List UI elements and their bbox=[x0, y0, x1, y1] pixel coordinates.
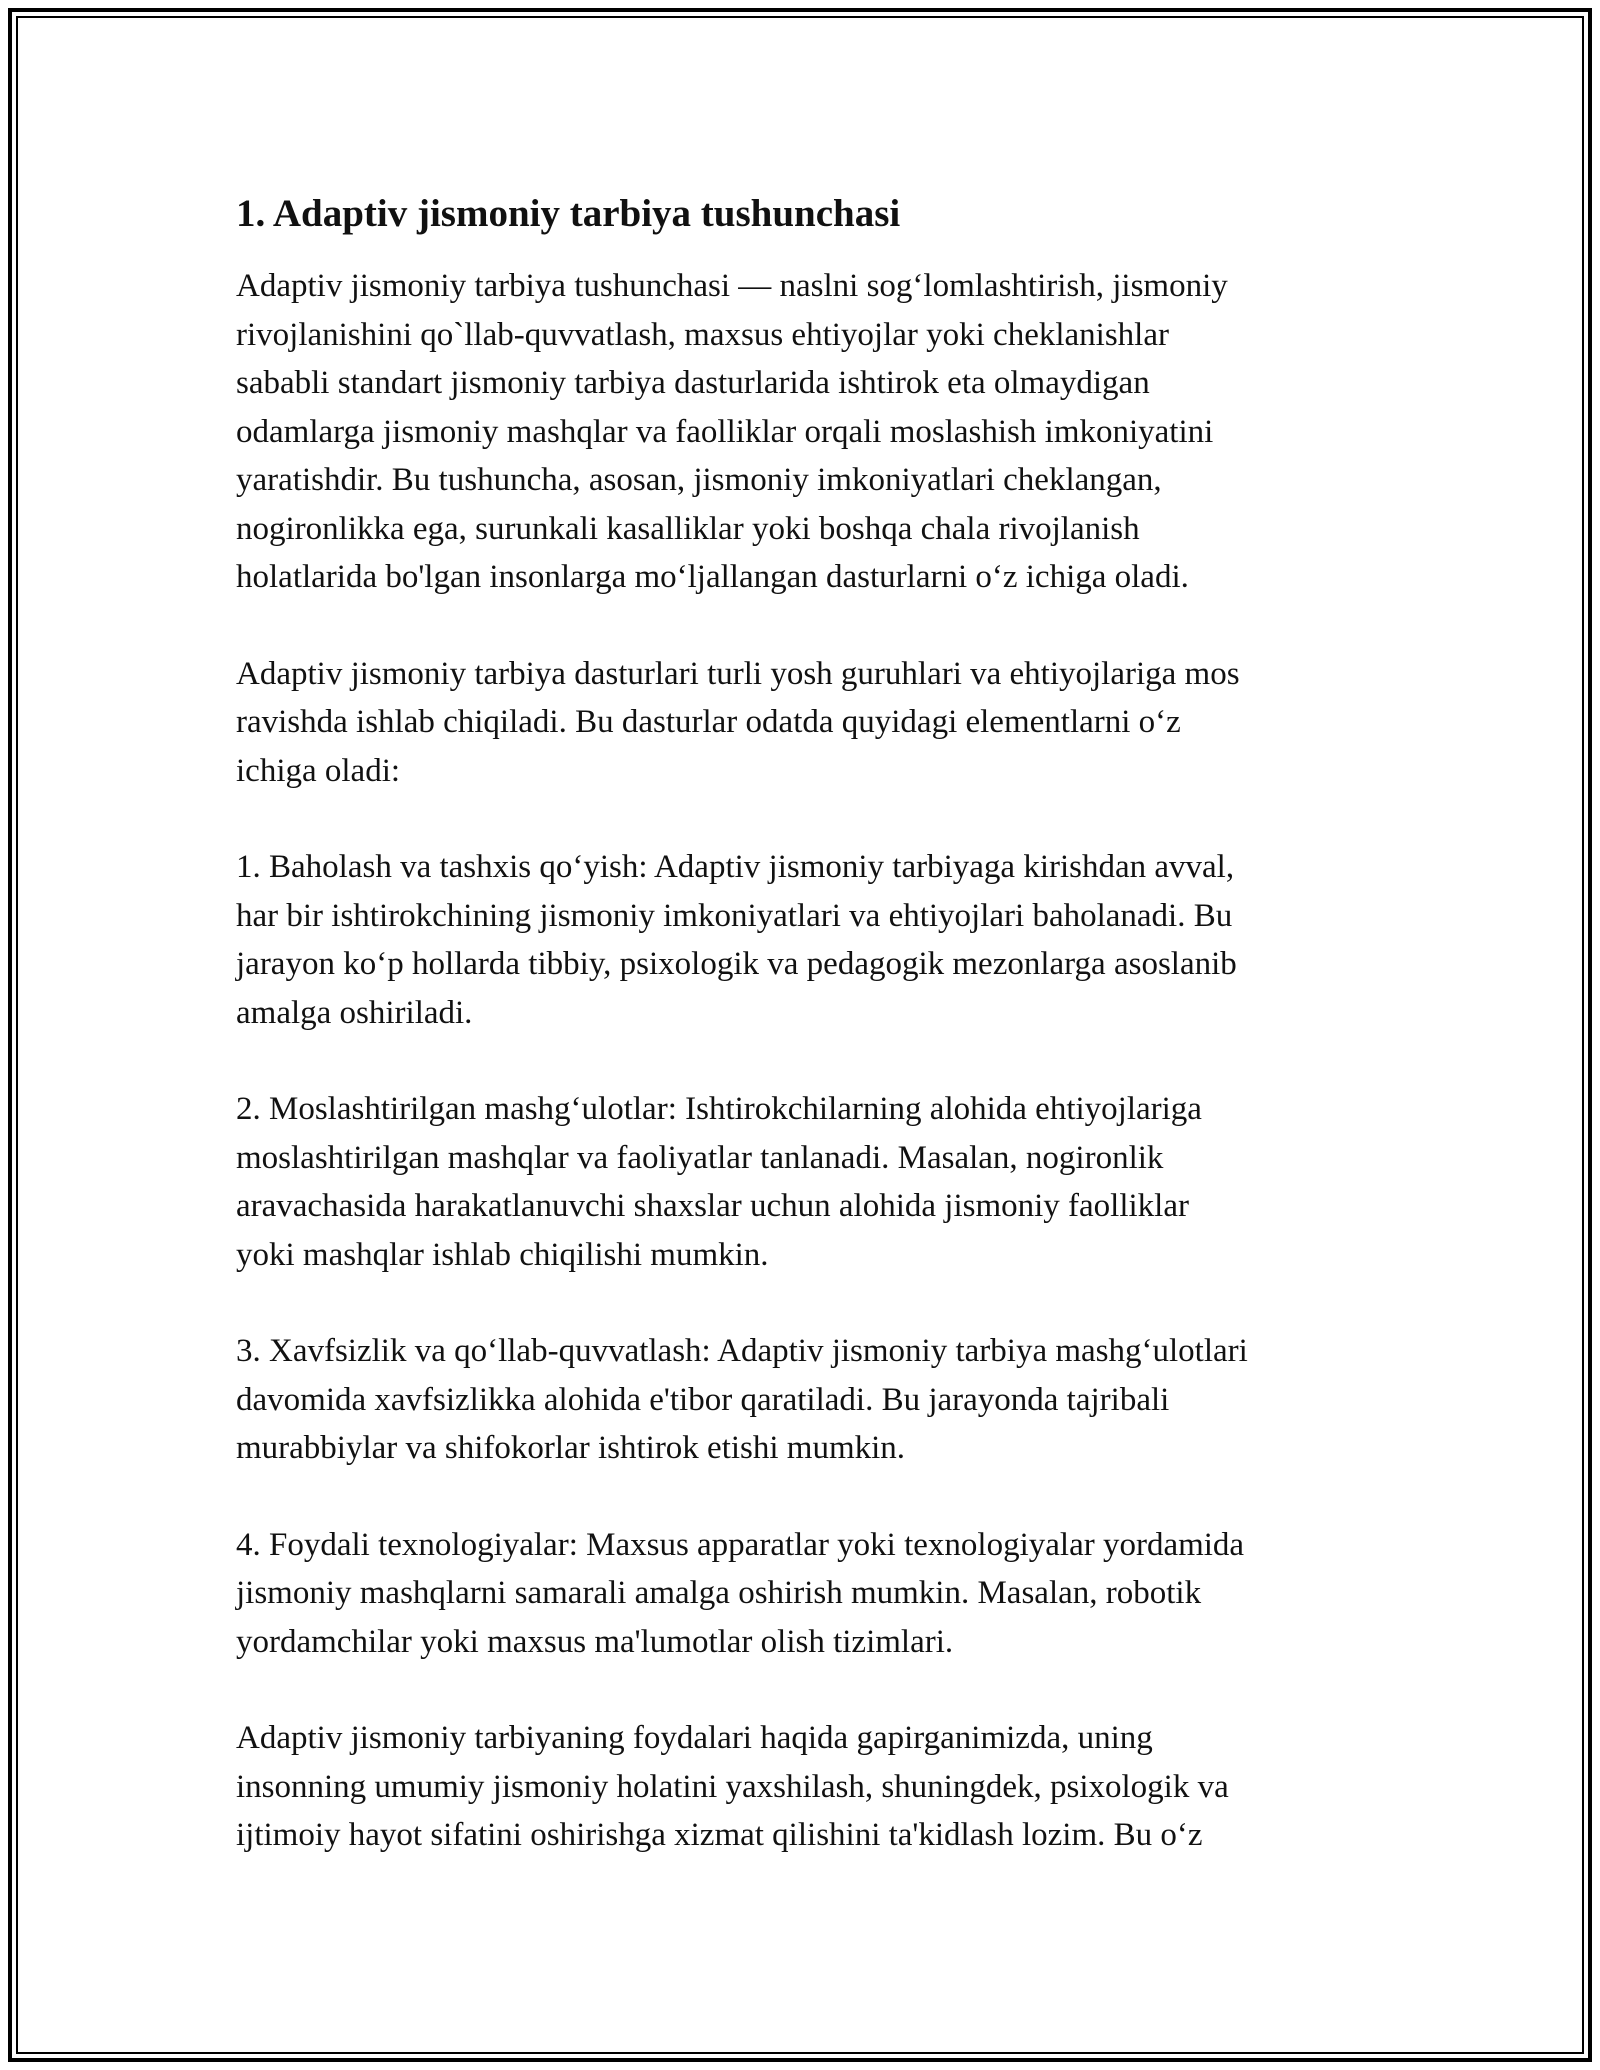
document-body bbox=[236, 187, 1371, 1860]
paragraph-benefits: Adaptiv jismoniy tarbiyaning foydalari haqida gapirganimizda, uning insonning umumiy jismoniy holatini yaxshilash, shuningdek, psixologik va ijtimoiy hayot sifatini oshirishga xizmat qilishini ta'kidlash lozim. Bu o‘z bbox=[236, 1720, 1229, 1853]
list-item-adapted-exercises: 2. Moslashtirilgan mashg‘ulotlar: Ishtirokchilarning alohida ehtiyojlariga moslashtirilgan mashqlar va faoliyatlar tanlanadi. Masalan, nogironlik aravachasida harakatlanuvchi shaxslar uchun alohida jismoniy faolliklar yoki mashqlar ishlab chiqilishi mumkin. bbox=[236, 1091, 1202, 1273]
list-item-safety: 3. Xavfsizlik va qo‘llab-quvvatlash: Adaptiv jismoniy tarbiya mashg‘ulotlari davomida xavfsizlikka alohida e'tibor qaratiladi. Bu jarayonda tajribali murabbiylar va shifokorlar ishtirok etishi mumkin. bbox=[236, 1333, 1248, 1466]
paragraph-programs: Adaptiv jismoniy tarbiya dasturlari turli yosh guruhlari va ehtiyojlariga mos ravishda ishlab chiqiladi. Bu dasturlar odatda quyidagi elementlarni o‘z ichiga oladi: bbox=[236, 655, 1240, 789]
list-item-assessment: 1. Baholash va tashxis qo‘yish: Adaptiv jismoniy tarbiyaga kirishdan avval, har bir ishtirokchining jismoniy imkoniyatlari va ehtiyojlari baholanadi. Bu jarayon ko‘p hollarda tibbiy, psixologik va pedagogik mezonlarga asoslanib amalga oshiriladi. bbox=[236, 849, 1237, 1031]
section-heading: 1. Adaptiv jismoniy tarbiya tushunchasi bbox=[236, 192, 901, 235]
list-item-technologies: 4. Foydali texnologiyalar: Maxsus apparatlar yoki texnologiyalar yordamida jismoniy mashqlarni samarali amalga oshirish mumkin. Masalan, robotik yordamchilar yoki maxsus ma'lumotlar olish tizimlari. bbox=[236, 1526, 1245, 1660]
paragraph-intro: Adaptiv jismoniy tarbiya tushunchasi — naslni sog‘lomlashtirish, jismoniy rivojlanishini qo`llab-quvvatlash, maxsus ehtiyojlar yoki cheklanishlar sababli standart jismoniy tarbiya dasturlarida ishtirok eta olmaydigan odamlarga jismoniy mashqlar va faolliklar orqali moslashish imkoniyatini yaratishdir. Bu tushuncha, asosan, jismoniy imkoniyatlari cheklangan, nogironlikka ega, surunkali kasalliklar yoki boshqa chala rivojlanish holatlarida bo'lgan insonlarga mo‘ljallangan dasturlarni o‘z ichiga oladi. bbox=[236, 268, 1228, 595]
